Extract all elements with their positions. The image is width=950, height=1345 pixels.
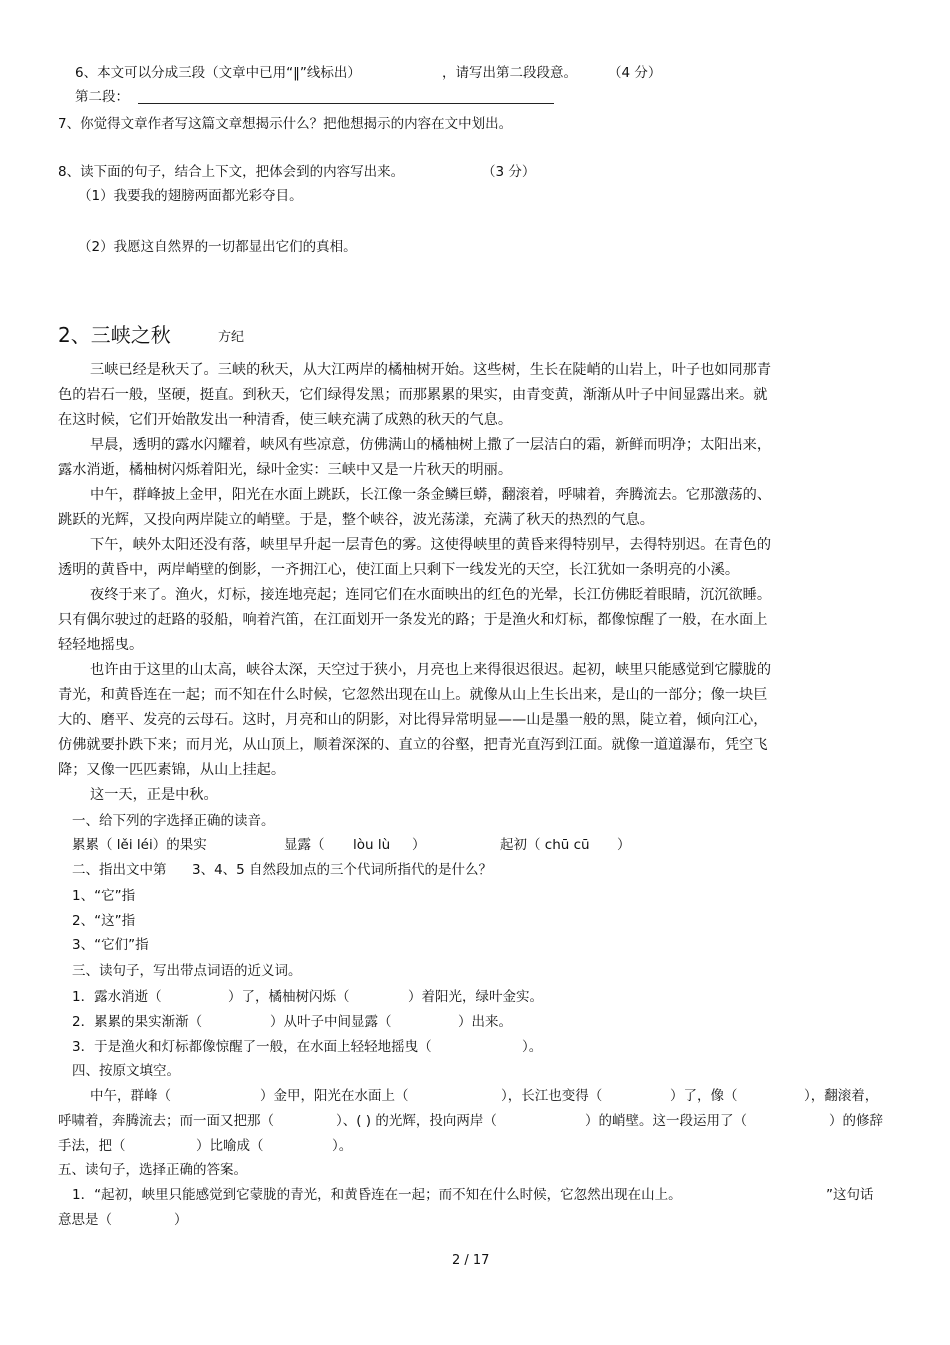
q8-text: 8、读下面的句子，结合上下文，把体会到的内容写出来。 [58,164,405,180]
ex1-heading: 一、给下列的字选择正确的读音。 [72,813,275,829]
q6-text-2: ，请写出第二段段意。 [442,65,577,81]
ex1-item-b: 显露（ [284,837,325,853]
q6-answer-line[interactable] [138,103,554,104]
ex2-heading-2: 3、4、5 自然段加点的三个代词所指代的是什么？ [192,862,493,878]
ex4-line3-b: ）比喻成（ [196,1138,264,1154]
ex4-line1-d: ）了，像（ [670,1088,738,1104]
section-title: 2、三峡之秋 [58,323,171,347]
ex5-item-1-end: ”这句话 [826,1187,874,1203]
article-line: 色的岩石一般，坚硬，挺直。到秋天，它们绿得发黑；而那累累的果实，由青变黄，渐渐从叶子中间显露出来。就 [58,387,768,403]
ex5-item-1-line2: 意思是（ [58,1212,112,1228]
article-line: 这一天，正是中秋。 [90,787,218,803]
ex3-item-3a: 3．于是渔火和灯标都像惊醒了一般，在水面上轻轻地摇曳（ [72,1039,432,1055]
q6-text: 6、本文可以分成三段（文章中已用“‖”线标出） [75,65,361,81]
q6-score: （4 分） [608,65,662,81]
article-line: 轻轻地摇曳。 [58,637,144,653]
page-number: 2 / 17 [452,1253,490,1268]
ex3-item-1c: ）着阳光，绿叶金实。 [408,989,543,1005]
ex4-line1-e: ），翻滚着， [804,1088,879,1104]
article-line: 露水消逝，橘柚树闪烁着阳光，绿叶金实：三峡中又是一片秋天的明丽。 [58,462,513,478]
article-line: 只有偶尔驶过的赶路的驳船，响着汽笛，在江面划开一条发光的路；于是渔火和灯标，都像惊醒了一般，在水面上 [58,612,768,628]
ex5-heading: 五、读句子，选择正确的答案。 [58,1162,247,1178]
article-line: 仿佛就要扑跌下来；而月光，从山顶上，顺着深深的、直立的谷壑，把青光直泻到江面。就像一道道瀑布，凭空飞 [58,737,768,753]
ex1-item-c-close: ） [617,837,631,853]
ex1-item-c: 起初（ chū cū [500,837,590,853]
ex4-line2-a: 呼啸着，奔腾流去；而一面又把那（ [58,1113,274,1129]
ex3-item-3b: ）。 [522,1039,543,1055]
article-line: 早晨，透明的露水闪耀着，峡风有些凉意，仿佛满山的橘柚树上撒了一层洁白的霜，新鲜而明净；太阳出来， [90,437,772,453]
ex4-line3-c: ）。 [332,1138,353,1154]
ex4-line1-a: 中午，群峰（ [90,1088,171,1104]
article-line: 透明的黄昏中，两岸峭壁的倒影，一齐拥江心，使江面上只剩下一线发光的天空，长江犹如一条明亮的小溪。 [58,562,740,578]
article-line: 青光，和黄昏连在一起；而不知在什么时候，它忽然出现在山上。就像从山上生长出来，是山的一部分；像一块巨 [58,687,768,703]
ex4-line2-c: ）的峭壁。这一段运用了（ [585,1113,747,1129]
q8-item-2: （2）我愿这自然界的一切都显出它们的真相。 [78,239,357,255]
ex4-line3-a: 手法，把（ [58,1138,126,1154]
q6-answer-label: 第二段： [75,89,129,105]
ex2-item: 1、“它”指 [72,888,136,904]
ex2-item: 2、“这”指 [72,913,136,929]
ex4-line1-b: ）金甲，阳光在水面上（ [260,1088,409,1104]
ex4-line2-b: ）、( ) 的光辉，投向两岸（ [336,1113,497,1129]
ex2-heading: 二、指出文中第 [72,862,167,878]
author: 方纪 [218,330,245,345]
ex3-item-2a: 2．累累的果实渐渐（ [72,1014,203,1030]
ex4-line1-c: ），长江也变得（ [501,1088,603,1104]
article-line: 下午，峡外太阳还没有落，峡里早升起一层青色的雾。这使得峡里的黄昏来得特别早，去得特别迟。在青色的 [90,537,772,553]
article-line: 跳跃的光辉，又投向两岸陡立的峭壁。于是，整个峡谷，波光荡漾，充满了秋天的热烈的气息。 [58,512,654,528]
ex4-heading: 四、按原文填空。 [72,1063,180,1079]
article-line: 三峡已经是秋天了。三峡的秋天，从大江两岸的橘柚树开始。这些树，生长在陡峭的山岩上，叶子也如同那青 [90,362,772,378]
ex3-heading: 三、读句子，写出带点词语的近义词。 [72,963,302,979]
ex3-item-2b: ）从叶子中间显露（ [270,1014,392,1030]
ex3-item-1b: ）了，橘柚树闪烁（ [228,989,350,1005]
ex1-item-b-options: lòu lù [353,837,391,853]
ex1-item-a: 累累（ lěi léi）的果实 [72,837,207,853]
ex5-item-1-line2-close: ） [174,1212,188,1228]
article-line: 降；又像一匹匹素锦，从山上挂起。 [58,762,286,778]
ex4-line2-d: ）的修辞 [829,1113,883,1129]
ex3-item-2c: ）出来。 [458,1014,512,1030]
article-line: 也许由于这里的山太高，峡谷太深，天空过于狭小，月亮也上来得很迟很迟。起初，峡里只能感觉到它朦胧的 [90,662,772,678]
article-line: 中午，群峰披上金甲，阳光在水面上跳跃，长江像一条金鳞巨蟒，翻滚着，呼啸着，奔腾流去。它那激荡的、 [90,487,772,503]
ex5-item-1: 1．“起初，峡里只能感觉到它蒙胧的青光，和黄昏连在一起；而不知在什么时候，它忽然出现在山上。 [72,1187,682,1203]
q7-text: 7、你觉得文章作者写这篇文章想揭示什么？把他想揭示的内容在文中划出。 [58,116,513,132]
ex1-item-b-close: ） [412,837,426,853]
ex2-item: 3、“它们”指 [72,937,149,953]
q8-item-1: （1）我要我的翅膀两面都光彩夺目。 [78,188,303,204]
article-line: 在这时候，它们开始散发出一种清香，使三峡充满了成熟的秋天的气息。 [58,412,513,428]
article-line: 夜终于来了。渔火，灯标，接连地亮起；连同它们在水面映出的红色的光晕，长江仿佛眨着眼睛，沉沉欲睡。 [90,587,772,603]
ex3-item-1a: 1．露水消逝（ [72,989,162,1005]
article-line: 大的、磨平、发亮的云母石。这时，月亮和山的阴影，对比得异常明显——山是墨一般的黑，陡立着，倾向江心， [58,712,768,728]
q8-score: （3 分） [482,164,536,180]
